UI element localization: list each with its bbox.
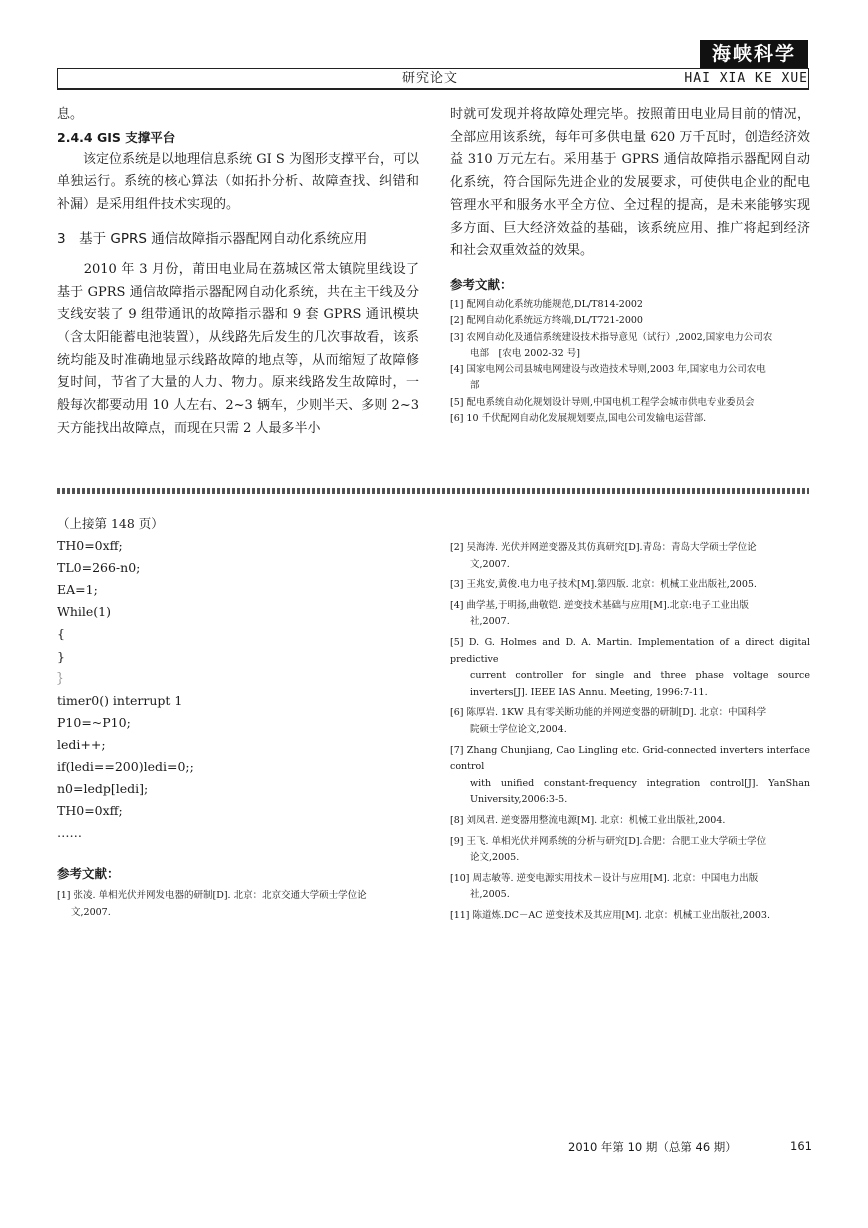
reference-item-cont: 文,2007. [71, 906, 111, 918]
code-line: n0=ledp[ledi]; [57, 781, 149, 797]
reference-text: [11] 陈道炼.DC－AC 逆变技术及其应用[M]. 北京：机械工业出版社,2003. [450, 909, 770, 921]
right-bottom-column [450, 540, 810, 928]
journal-brand: 海峡科学 [700, 40, 808, 68]
code-line: { [57, 626, 65, 642]
paragraph-continued: 时就可发现并将故障处理完毕。按照莆田电业局目前的情况，全部应用该系统，每年可多供电量 620 万千瓦时，创造经济效益 310 万元左右。采用基于 GPRS 通信故障指示器配网自动化系统，符合国际先进企业的发展要求，可使供电企业的配电管理水平和服务水平全方位、全过程的提高，是未来能够实现多方面、巨大经济效益的基础，该系统应用、推广将起到经济和社会双重效益的效果。 [450, 107, 810, 259]
reference-item: [5] 配电系统自动化规划设计导则,中国电机工程学会城市供电专业委员会 [450, 396, 755, 408]
reference-item: [1] 配网自动化系统功能规范,DL/T814-2002 [450, 298, 643, 310]
code-line: TH0=0xff; [57, 803, 123, 819]
lead-line: 息。 [57, 107, 84, 122]
reference-item: [4] 国家电网公司县城电网建设与改造技术导则,2003 年,国家电力公司农电 [450, 364, 766, 376]
journal-english-title: HAI XIA KE XUE [684, 71, 808, 86]
reference-text: [4] 曲学基,于明扬,曲敬铠. 逆变技术基础与应用[M].北京:电子工业出版 [450, 599, 749, 611]
reference-item: [2] 配网自动化系统远方终端,DL/T721-2000 [450, 315, 643, 327]
reference-item: [3] 农网自动化及通信系统建设技术指导意见（试行）,2002,国家电力公司农 [450, 331, 773, 343]
code-line: EA=1; [57, 582, 98, 598]
reference-item: [1] 张凌. 单相光伏并网发电器的研制[D]. 北京：北京交通大学硕士学位论 [57, 890, 367, 902]
page-number: 161 [790, 1139, 812, 1153]
reference-item [450, 743, 810, 809]
reference-text-cont: 社,2005. [470, 889, 510, 901]
code-line: timer0() interrupt 1 [57, 692, 183, 708]
section-heading: 3 基于 GPRS 通信故障指示器配网自动化系统应用 [57, 230, 368, 247]
reference-text: [7] Zhang Chunjiang, Cao Lingling etc. Grid-connected inverters interface control [450, 744, 810, 773]
reference-item [450, 540, 810, 573]
article-divider [57, 488, 809, 494]
reference-item [450, 635, 810, 701]
left-bottom-column [57, 513, 419, 921]
paragraph-gis: 该定位系统是以地理信息系统 GI S 为图形支撑平台，可以单独运行。系统的核心算法（如拓扑分析、故障查找、纠错和补漏）是采用组件技术实现的。 [57, 151, 419, 213]
subsection-heading: 2.4.4 GIS 支撑平台 [57, 129, 176, 145]
continued-note: （上接第 148 页） [57, 516, 164, 531]
code-line: ledi++; [57, 736, 106, 752]
section-category: 研究论文 [402, 71, 459, 86]
references-title: 参考文献： [450, 276, 513, 292]
code-line: TH0=0xff; [57, 538, 123, 554]
reference-item-cont: 部 [470, 380, 480, 392]
reference-text-cont: with unified constant-frequency integration control[J]. YanShan University,2006:3-5. [470, 777, 810, 806]
reference-text-cont: 院硕士学位论文,2004. [470, 723, 567, 735]
reference-item: [6] 10 千伏配网自动化发展规划要点,国电公司发输电运营部. [450, 413, 707, 424]
reference-item-cont: 电部 [农电 2002-32 号] [470, 347, 580, 359]
reference-text-cont: 论文,2005. [470, 852, 520, 864]
code-line: TL0=266-n0; [57, 560, 141, 576]
reference-text: [8] 刘凤君. 逆变器用整流电源[M]. 北京：机械工业出版社,2004. [450, 814, 726, 826]
reference-text-cont: current controller for single and three phase voltage source inverters[J]. IEEE IAS Annu. Meeting, 1996:7-11. [470, 670, 810, 698]
left-top-column [57, 104, 419, 440]
references-title: 参考文献： [57, 866, 120, 882]
reference-item [450, 871, 810, 904]
reference-item [450, 705, 810, 738]
reference-text: [3] 王兆安,黄俊.电力电子技术[M].第四版. 北京：机械工业出版社,2005. [450, 579, 757, 591]
reference-text: [6] 陈厚岩. 1KW 具有零关断功能的并网逆变器的研制[D]. 北京：中国科学 [450, 707, 767, 719]
reference-item [450, 813, 810, 830]
issue-info: 2010 年第 10 期（总第 46 期） [568, 1140, 737, 1154]
reference-text-cont: 文,2007. [470, 558, 510, 570]
code-line: P10=~P10; [57, 714, 131, 730]
code-line: …… [57, 825, 82, 841]
reference-item [450, 834, 810, 867]
code-line: if(ledi==200)ledi=0;; [57, 759, 194, 775]
reference-item [450, 908, 810, 925]
reference-item [450, 598, 810, 631]
reference-text: [10] 周志敏等. 逆变电源实用技术－设计与应用[M]. 北京：中国电力出版 [450, 872, 759, 884]
reference-item [450, 577, 810, 594]
paragraph-application: 2010 年 3 月份，莆田电业局在荔城区常太镇院里线设了基于 GPRS 通信故障指示器配网自动化系统，共在主干线及分支线安装了 9 组带通讯的故障指示器和 9 套 GPRS 通讯模块（含太阳能蓄电池装置），从线路先后发生的几次事故看，该系统均能及时准确地显示线路故障的地点等，从而缩短了故障修复时间，节省了大量的人力、物力。原来线路发生故障时，一般每次都要动用 10 人左右、2~3 辆车，少则半天、多则 2~3 天方能找出故障点，而现在只需 2 人最多半小 [57, 261, 419, 436]
code-line: While(1) [57, 604, 111, 620]
reference-text-cont: 社,2007. [470, 616, 510, 628]
right-top-column [450, 104, 810, 427]
reference-text: [2] 吴海涛. 光伏并网逆变器及其仿真研究[D].青岛：青岛大学硕士学位论 [450, 542, 757, 553]
reference-text: [5] D. G. Holmes and D. A. Martin. Implementation of a direct digital predictive [450, 636, 810, 665]
reference-text: [9] 王飞. 单相光伏并网系统的分析与研究[D].合肥：合肥工业大学硕士学位 [450, 835, 767, 847]
code-line: } [57, 648, 65, 664]
code-line: ｝ [57, 670, 70, 686]
